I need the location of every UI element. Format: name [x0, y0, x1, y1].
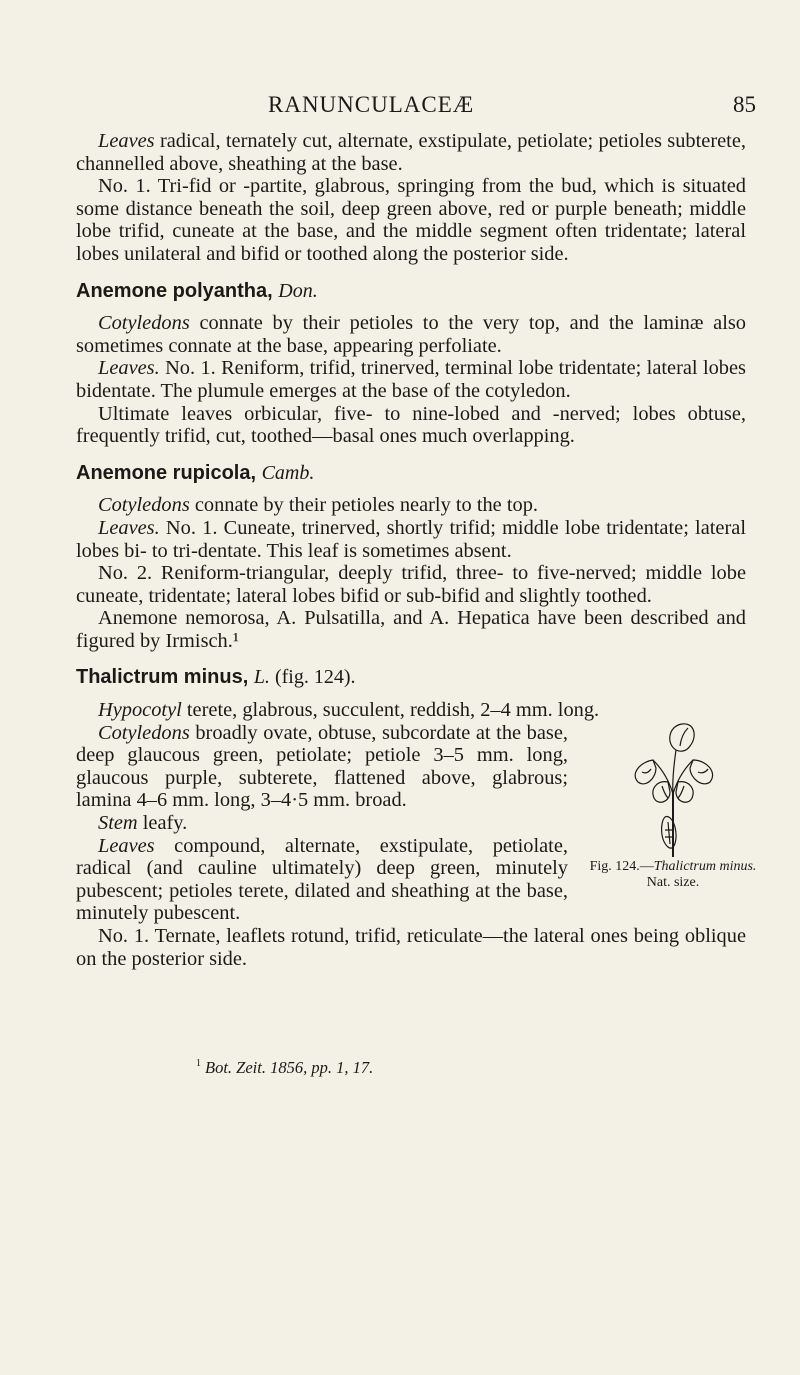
thalictrum-no1: No. 1. Ternate, leaflets rotund, trifid, reticulate—the lateral ones being oblique on the posterior side.: [76, 925, 746, 970]
figure-caption: Fig. 124.—Thalictrum minus. Nat. size.: [589, 858, 757, 890]
rupicola-no2: No. 2. Reniform-triangular, deeply trifid, three- to five-nerved; middle lobe cuneate, tridentate; lateral lobes bifid or sub-bifid and slightly toothed.: [76, 562, 746, 607]
paragraph-no1: No. 1. Tri-fid or -partite, glabrous, springing from the bud, which is situated some distance beneath the soil, deep green above, red or purple beneath; middle lobe trifid, cuneate at the base, and the middle segment often tridentate; lateral lobes unilateral and bifid or toothed along the posterior side.: [76, 175, 746, 265]
irmisch-note: Anemone nemorosa, A. Pulsatilla, and A. Hepatica have been described and figured by Irmisch.¹: [76, 607, 746, 652]
seedling-illustration: [618, 722, 728, 857]
leaves-label: Leaves: [98, 130, 155, 152]
polyantha-leaves: Leaves. No. 1. Reniform, trifid, trinerved, terminal lobe tridentate; lateral lobes bidentate. The plumule emerges at the base of the cotyledon.: [76, 357, 746, 402]
polyantha-ultimate: Ultimate leaves orbicular, five- to nine-lobed and -nerved; lobes obtuse, frequently trifid, cut, toothed—basal ones much overlapping.: [76, 402, 746, 448]
thalictrum-stem: Stem leafy.: [98, 812, 188, 835]
body-text: [76, 130, 757, 970]
rupicola-leaves: Leaves. No. 1. Cuneate, trinerved, shortly trifid; middle lobe tridentate; lateral lobes bi- to tri-dentate. This leaf is sometimes absent.: [76, 516, 746, 562]
figure-124: [578, 722, 768, 891]
heading-anemone-rupicola: Anemone rupicola, Camb.: [76, 461, 315, 484]
polyantha-cotyledons: Cotyledons connate by their petioles to the very top, and the laminæ also sometimes connate at the base, appearing perfoliate.: [76, 312, 746, 357]
heading-anemone-polyantha: Anemone polyantha, Don.: [76, 279, 318, 302]
page-header: [0, 92, 800, 122]
rupicola-cotyledons: Cotyledons connate by their petioles nearly to the top.: [98, 494, 538, 517]
paragraph-leaves: [76, 130, 746, 175]
footnote: $^1$ Bot. Zeit. 1856, pp. 1, 17.: [196, 1058, 374, 1077]
leaves-text: radical, ternately cut, alternate, exstipulate, petiolate; petioles subterete, channelled above, sheathing at the base.: [76, 130, 746, 175]
page-number: 85: [733, 92, 756, 117]
thalictrum-hypocotyl: Hypocotyl terete, glabrous, succulent, reddish, 2–4 mm. long.: [98, 699, 600, 722]
thalictrum-cotyledons: Cotyledons broadly ovate, obtuse, subcordate at the base, deep glaucous green, petiolate; petiole 3–5 mm. long, glaucous purple, subterete, flattened above, glabrous; lamina 4–6 mm. long, 3–4·5 mm. broad.: [76, 721, 568, 812]
heading-thalictrum-minus: Thalictrum minus, L. (fig. 124).: [76, 666, 356, 689]
thalictrum-leaves: Leaves compound, alternate, exstipulate, petiolate, radical (and cauline ultimately) deep green, minutely pubescent; petioles terete, dilated and sheathing at the base, minutely pubescent.: [76, 834, 568, 925]
running-head: RANUNCULACEÆ: [268, 92, 475, 117]
